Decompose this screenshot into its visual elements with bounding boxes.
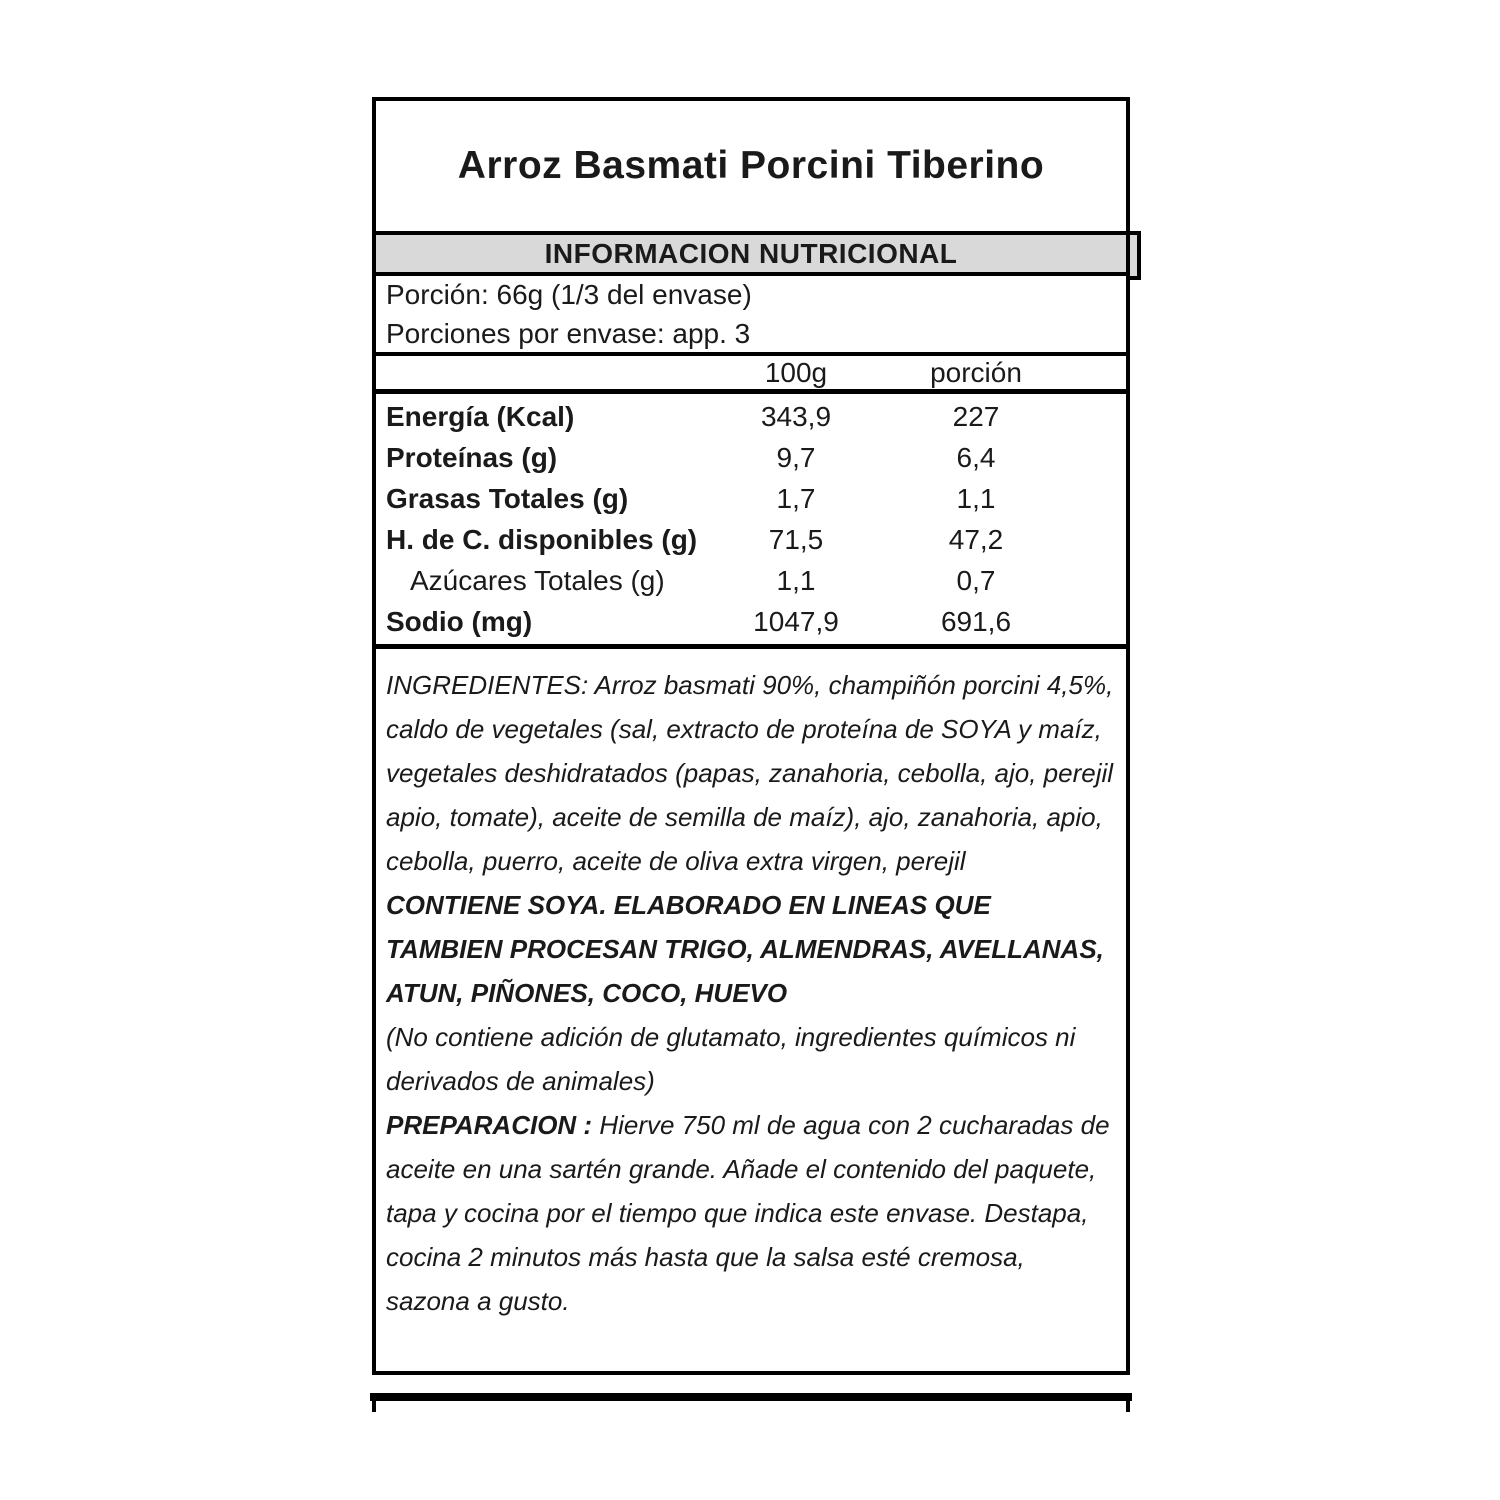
nutrient-value-100g: 1047,9: [753, 605, 839, 637]
preparation-text: Hierve 750 ml de agua con 2 cucharadas de aceite en una sartén grande. Añade el contenido del paquete, tapa y cocina por el tiempo que indica este envase. Destapa, cocina 2 minutos más hasta que la salsa esté cremosa, sazona a gusto.: [386, 1110, 1110, 1316]
preparation-label: PREPARACION :: [386, 1110, 593, 1140]
cutoff-cell-stub: [1130, 231, 1141, 280]
nutrient-value-100g: 1,7: [776, 482, 816, 514]
nutrient-value-portion: 6,4: [956, 441, 996, 473]
no-additives-note: (No contiene adición de glutamato, ingredientes químicos ni derivados de animales): [386, 1022, 1076, 1096]
column-header-portion: porción: [930, 356, 1022, 388]
nutrient-name: Azúcares Totales (g): [410, 564, 665, 596]
section-header-text: INFORMACION NUTRICIONAL: [544, 237, 958, 269]
nutrient-value-portion: 0,7: [956, 564, 996, 596]
nutrient-value-portion: 47,2: [948, 523, 1004, 555]
preparation-paragraph: [386, 1103, 1114, 1323]
servings-per-container-line: Porciones por envase: app. 3: [386, 318, 751, 349]
nutrient-name: Proteínas (g): [386, 441, 558, 473]
table-row-fat: [386, 478, 1071, 519]
nutrients-table: [376, 394, 1126, 649]
nutrient-value-portion: 1,1: [956, 482, 996, 514]
table-row-protein: [386, 437, 1071, 478]
nutrient-name: H. de C. disponibles (g): [386, 523, 698, 555]
cutoff-row-top-border: [370, 1393, 1132, 1401]
table-row-sugars: [386, 560, 1071, 601]
allergen-statement: CONTIENE SOYA. ELABORADO EN LINEAS QUE TAMBIEN PROCESAN TRIGO, ALMENDRAS, AVELLANAS, ATUN, PIÑONES, COCO, HUEVO: [386, 890, 1104, 1008]
nutrition-label: [372, 97, 1130, 1375]
section-header-nutrition: [376, 235, 1126, 276]
nutrient-value-100g: 343,9: [760, 400, 832, 432]
nutrient-value-portion: 691,6: [940, 605, 1012, 637]
nutrient-value-100g: 1,1: [776, 564, 816, 596]
cutoff-row-left-border-stub: [372, 1401, 376, 1412]
product-title: Arroz Basmati Porcini Tiberino: [376, 101, 1126, 235]
ingredients-text: INGREDIENTES: Arroz basmati 90%, champiñón porcini 4,5%, caldo de vegetales (sal, extracto de proteína de SOYA y maíz, vegetales deshidratados (papas, zanahoria, cebolla, ajo, perejil apio, tomate), aceite de semilla de maíz), ajo, zanahoria, apio, cebolla, puerro, aceite de oliva extra virgen, perejil: [386, 670, 1114, 876]
nutrient-value-portion: 227: [952, 400, 1000, 432]
cutoff-row-right-border-stub: [1126, 1401, 1130, 1412]
nutrient-name: Sodio (mg): [386, 605, 533, 637]
serving-size-line: Porción: 66g (1/3 del envase): [386, 279, 752, 310]
table-row-sodium: [386, 601, 1071, 642]
nutrient-name: Energía (Kcal): [386, 400, 575, 432]
nutrient-value-100g: 9,7: [776, 441, 816, 473]
details-section: [376, 649, 1126, 1371]
column-header-row: [376, 356, 1126, 394]
nutrient-value-100g: 71,5: [768, 523, 824, 555]
table-row-energy: [386, 396, 1071, 437]
nutrient-name: Grasas Totales (g): [386, 482, 629, 514]
column-header-100g: 100g: [764, 356, 828, 388]
serving-info: [376, 276, 1126, 356]
table-row-carbs: [386, 519, 1071, 560]
